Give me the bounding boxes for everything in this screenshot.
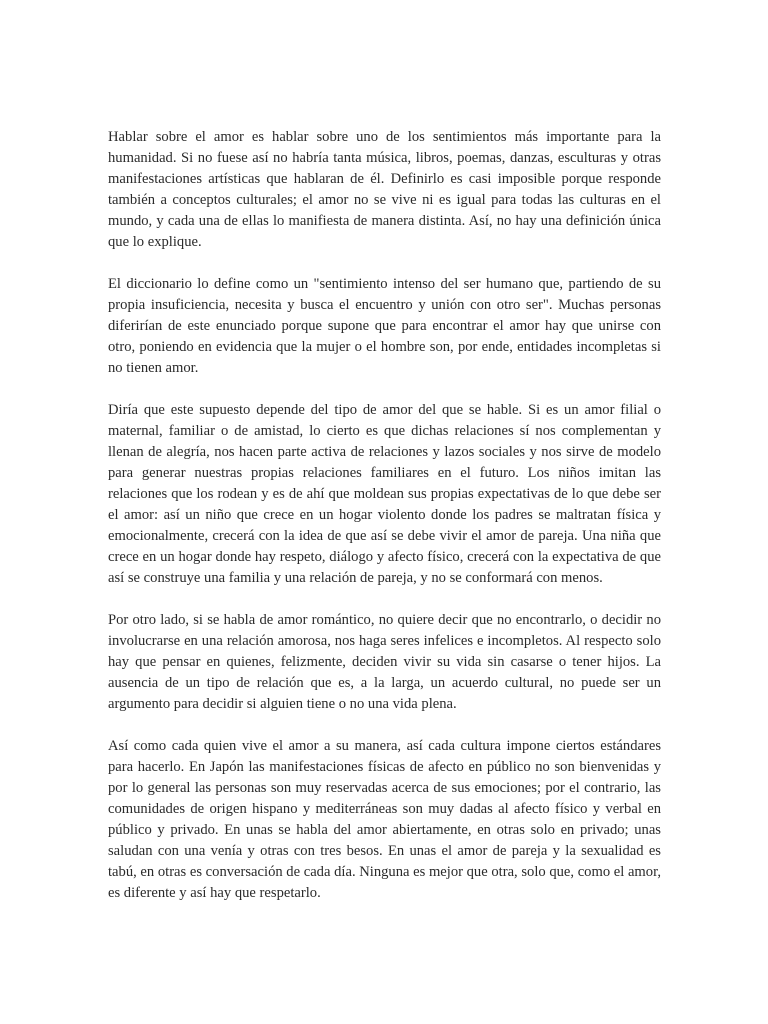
paragraph-4: Por otro lado, si se habla de amor romántico, no quiere decir que no encontrarlo, o decidir no involucrarse en una relación amorosa, nos haga seres infelices e incompletos. Al respecto solo hay que pensar en quienes, felizmente, deciden vivir su vida sin casarse o tener hijos. La ausencia de un tipo de relación que es, a la larga, un acuerdo cultural, no puede ser un argumento para decidir si alguien tiene o no una vida plena. <box>108 612 661 712</box>
paragraph-1: Hablar sobre el amor es hablar sobre uno de los sentimientos más importante para la humanidad. Si no fuese así no habría tanta música, libros, poemas, danzas, esculturas y otras manifestaciones artísticas que hablaran de él. Definirlo es casi imposible porque responde también a conceptos culturales; el amor no se vive ni es igual para todas las culturas en el mundo, y cada una de ellas lo manifiesta de manera distinta. Así, no hay una definición única que lo explique. <box>108 129 661 250</box>
paragraph-2: El diccionario lo define como un "sentimiento intenso del ser humano que, partiendo de su propia insuficiencia, necesita y busca el encuentro y unión con otro ser". Muchas personas diferirían de este enunciado porque supone que para encontrar el amor hay que unirse con otro, poniendo en evidencia que la mujer o el hombre son, por ende, entidades incompletas si no tienen amor. <box>108 276 661 376</box>
paragraph-3: Diría que este supuesto depende del tipo de amor del que se hable. Si es un amor filial o maternal, familiar o de amistad, lo cierto es que dichas relaciones sí nos complementan y llenan de alegría, nos hacen parte activa de relaciones y lazos sociales y nos sirve de modelo para generar nuestras propias relaciones familiares en el futuro. Los niños imitan las relaciones que los rodean y es de ahí que moldean sus propias expectativas de lo que debe ser el amor: así un niño que crece en un hogar violento donde los padres se maltratan física y emocionalmente, crecerá con la idea de que así se debe vivir el amor de pareja. Una niña que crece en un hogar donde hay respeto, diálogo y afecto físico, crecerá con la expectativa de que así se construye una familia y una relación de pareja, y no se conformará con menos. <box>108 402 661 586</box>
document-body <box>108 127 661 904</box>
paragraph-5: Así como cada quien vive el amor a su manera, así cada cultura impone ciertos estándares para hacerlo. En Japón las manifestaciones físicas de afecto en público no son bienvenidas y por lo general las personas son muy reservadas acerca de sus emociones; por el contrario, las comunidades de origen hispano y mediterráneas son muy dadas al afecto físico y verbal en público y privado. En unas se habla del amor abiertamente, en otras solo en privado; unas saludan con una venía y otras con tres besos. En unas el amor de pareja y la sexualidad es tabú, en otras es conversación de cada día. Ninguna es mejor que otra, solo que, como el amor, es diferente y así hay que respetarlo. <box>108 738 661 901</box>
